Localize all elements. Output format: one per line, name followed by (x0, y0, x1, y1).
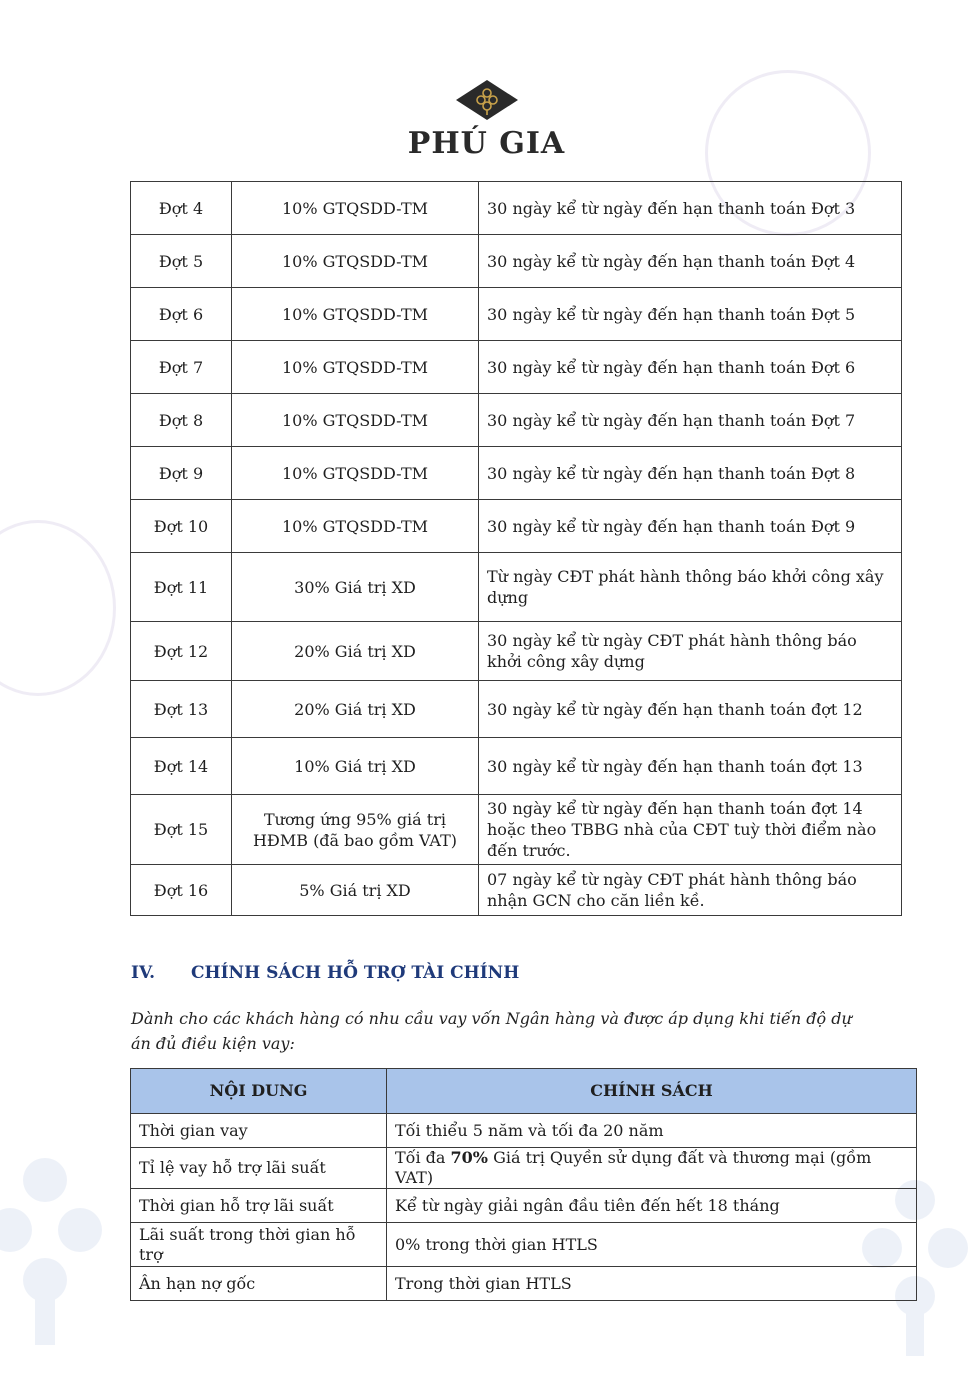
phase-cell: Đợt 9 (131, 447, 232, 500)
amount-cell: 10% GTQSDD-TM (232, 447, 479, 500)
table-row (131, 865, 902, 916)
amount-cell: 10% GTQSDD-TM (232, 341, 479, 394)
term-cell: 30 ngày kể từ ngày CĐT phát hành thông báo khởi công xây dựng (479, 622, 902, 681)
table-row (131, 1267, 917, 1301)
policy-item-cell: Lãi suất trong thời gian hỗ trợ (131, 1223, 387, 1267)
term-cell: 07 ngày kể từ ngày CĐT phát hành thông báo nhận GCN cho căn liền kề. (479, 865, 902, 916)
table-row (131, 681, 902, 738)
phase-cell: Đợt 10 (131, 500, 232, 553)
financial-policy-table (130, 1068, 917, 1301)
policy-value-cell: Tối thiểu 5 năm và tối đa 20 năm (387, 1114, 917, 1148)
amount-cell: Tương ứng 95% giá trị HĐMB (đã bao gồm VAT) (232, 795, 479, 865)
table-row (131, 1223, 917, 1267)
term-cell: 30 ngày kể từ ngày đến hạn thanh toán Đợt 7 (479, 394, 902, 447)
decorative-ornament-icon (0, 1140, 110, 1350)
table-row (131, 553, 902, 622)
policy-value-cell (387, 1148, 917, 1189)
term-cell: Từ ngày CĐT phát hành thông báo khởi công xây dựng (479, 553, 902, 622)
table-row (131, 1114, 917, 1148)
amount-cell: 10% GTQSDD-TM (232, 235, 479, 288)
section-title: CHÍNH SÁCH HỖ TRỢ TÀI CHÍNH (191, 963, 520, 983)
column-header-policy: CHÍNH SÁCH (387, 1069, 917, 1114)
phase-cell: Đợt 8 (131, 394, 232, 447)
table-row (131, 182, 902, 235)
amount-cell: 10% Giá trị XD (232, 738, 479, 795)
phase-cell: Đợt 6 (131, 288, 232, 341)
payment-schedule-table (130, 181, 902, 916)
table-row (131, 235, 902, 288)
term-cell: 30 ngày kể từ ngày đến hạn thanh toán đợt 12 (479, 681, 902, 738)
table-row (131, 795, 902, 865)
phase-cell: Đợt 4 (131, 182, 232, 235)
policy-item-cell: Tỉ lệ vay hỗ trợ lãi suất (131, 1148, 387, 1189)
brand-name: PHÚ GIA (407, 126, 566, 161)
phase-cell: Đợt 5 (131, 235, 232, 288)
phase-cell: Đợt 14 (131, 738, 232, 795)
value-suffix: Giá trị Quyền sử dụng đất và thương mại (gồm VAT) (395, 1148, 872, 1187)
table-row (131, 622, 902, 681)
term-cell: 30 ngày kể từ ngày đến hạn thanh toán Đợt 3 (479, 182, 902, 235)
term-cell: 30 ngày kể từ ngày đến hạn thanh toán Đợt 4 (479, 235, 902, 288)
phase-cell: Đợt 13 (131, 681, 232, 738)
amount-cell: 30% Giá trị XD (232, 553, 479, 622)
faint-stamp (0, 520, 116, 696)
policy-value-cell: Trong thời gian HTLS (387, 1267, 917, 1301)
table-row (131, 288, 902, 341)
term-cell: 30 ngày kể từ ngày đến hạn thanh toán đợt 13 (479, 738, 902, 795)
term-cell: 30 ngày kể từ ngày đến hạn thanh toán Đợt 6 (479, 341, 902, 394)
phu-gia-logo-icon (454, 78, 520, 122)
section-intro: Dành cho các khách hàng có nhu cầu vay vốn Ngân hàng và được áp dụng khi tiến độ dự án đủ điều kiện vay: (131, 1009, 852, 1053)
table-row (131, 1148, 917, 1189)
term-cell: 30 ngày kể từ ngày đến hạn thanh toán đợt 14 hoặc theo TBBG nhà của CĐT tuỳ thời điểm nào đến trước. (479, 795, 902, 865)
table-row (131, 394, 902, 447)
amount-cell: 5% Giá trị XD (232, 865, 479, 916)
phase-cell: Đợt 7 (131, 341, 232, 394)
phase-cell: Đợt 15 (131, 795, 232, 865)
term-cell: 30 ngày kể từ ngày đến hạn thanh toán Đợt 5 (479, 288, 902, 341)
amount-cell: 20% Giá trị XD (232, 681, 479, 738)
policy-item-cell: Thời gian hỗ trợ lãi suất (131, 1189, 387, 1223)
table-header-row (131, 1069, 917, 1114)
policy-item-cell: Thời gian vay (131, 1114, 387, 1148)
value-highlight: 70% (450, 1148, 488, 1167)
policy-item-cell: Ân hạn nợ gốc (131, 1267, 387, 1301)
brand-logo (0, 78, 973, 161)
term-cell: 30 ngày kể từ ngày đến hạn thanh toán Đợt 9 (479, 500, 902, 553)
column-header-content: NỘI DUNG (131, 1069, 387, 1114)
amount-cell: 10% GTQSDD-TM (232, 182, 479, 235)
amount-cell: 10% GTQSDD-TM (232, 500, 479, 553)
value-prefix: Tối đa (395, 1148, 451, 1167)
amount-cell: 20% Giá trị XD (232, 622, 479, 681)
phase-cell: Đợt 16 (131, 865, 232, 916)
policy-value-cell: 0% trong thời gian HTLS (387, 1223, 917, 1267)
table-row (131, 341, 902, 394)
policy-value-cell: Kể từ ngày giải ngân đầu tiên đến hết 18 tháng (387, 1189, 917, 1223)
table-row (131, 1189, 917, 1223)
amount-cell: 10% GTQSDD-TM (232, 288, 479, 341)
term-cell: 30 ngày kể từ ngày đến hạn thanh toán Đợt 8 (479, 447, 902, 500)
table-row (131, 738, 902, 795)
table-row (131, 500, 902, 553)
section-number: IV. (131, 963, 156, 983)
amount-cell: 10% GTQSDD-TM (232, 394, 479, 447)
table-row (131, 447, 902, 500)
phase-cell: Đợt 12 (131, 622, 232, 681)
section-heading (131, 963, 519, 983)
phase-cell: Đợt 11 (131, 553, 232, 622)
